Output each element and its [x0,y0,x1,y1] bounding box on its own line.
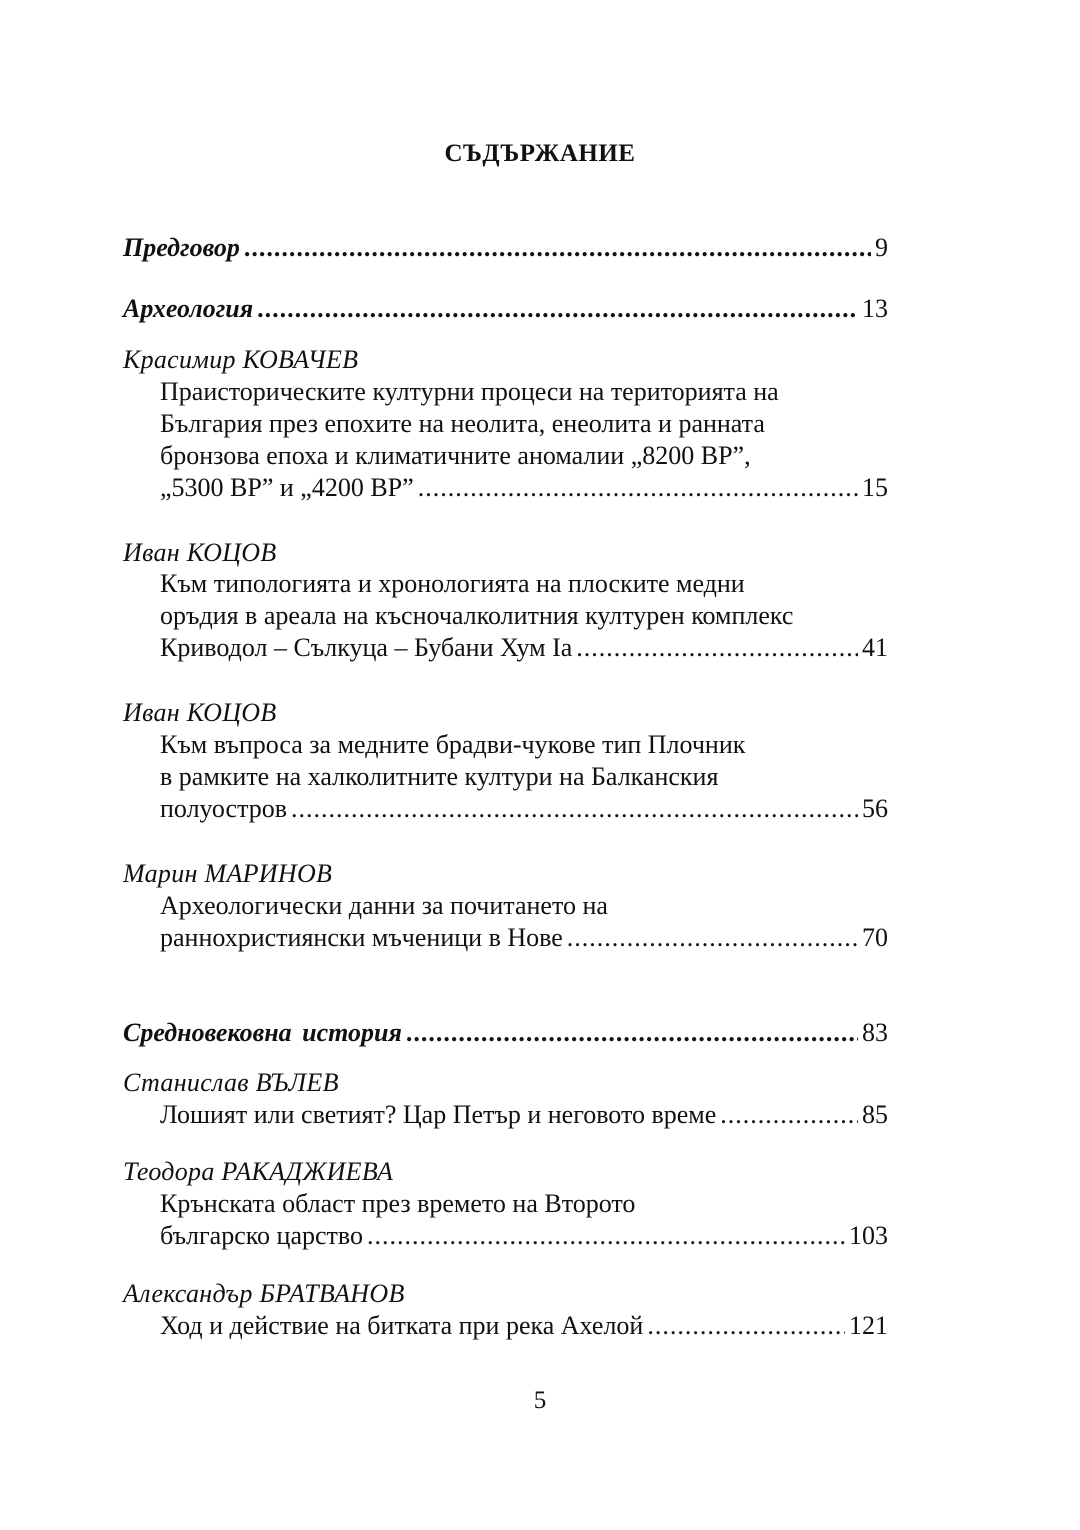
entry-page: 15 [862,473,888,502]
leader-dots [406,1017,858,1049]
entry-title-line: Крънската област през времето на Второто [160,1189,636,1218]
entry-title-line: в рамките на халколитните култури на Балканския [160,762,719,791]
entry-page: 85 [862,1100,888,1129]
leader-dots [244,232,871,264]
entry-author: Марин МАРИНОВ [123,859,333,888]
toc-entry-link[interactable] [160,1099,888,1131]
entry-title-line: Към въпроса за медните брадви-чукове тип Плочник [160,730,746,759]
entry-title-last-line: „5300 BP” и „4200 BP” [160,473,414,502]
entry-title-line: Праисторическите културни процеси на територията на [160,377,779,406]
toc-entry-link[interactable] [160,1310,888,1342]
toc-entry-link[interactable] [160,1220,888,1252]
entry-page: 121 [849,1311,888,1340]
entry-author: Красимир КОВАЧЕВ [123,345,359,374]
page-title: СЪДЪРЖАНИЕ [444,140,636,167]
entry-title-last-line: Лошият или светият? Цар Петър и неговото време [160,1100,717,1129]
entry-author: Иван КОЦОВ [123,698,277,727]
toc-section-medieval-history[interactable] [123,1017,888,1049]
leader-dots [567,922,858,954]
leader-dots [257,293,858,325]
entry-title-line: България през епохите на неолита, енеолита и ранната [160,409,765,438]
leader-dots [647,1310,845,1342]
leader-dots [720,1099,858,1131]
section-page: 9 [875,233,888,262]
section-page: 13 [862,294,888,323]
leader-dots [576,632,858,664]
entry-author: Иван КОЦОВ [123,538,277,567]
toc-entry-link[interactable] [160,632,888,664]
toc-entry-link[interactable] [160,472,888,504]
entry-title-last-line: полуостров [160,794,288,823]
section-label: Предговор [123,233,240,262]
entry-page: 103 [849,1221,888,1250]
entry-title-line: бронзова епоха и климатичните аномалии „8200 BP”, [160,441,751,470]
section-page: 83 [862,1018,888,1047]
leader-dots [367,1220,845,1252]
entry-author: Александър БРАТВАНОВ [123,1279,405,1308]
toc-section-archaeology[interactable] [123,293,888,325]
page-number: 5 [533,1387,547,1414]
entry-title-line: оръдия в ареала на късночалколитния културен комплекс [160,601,794,630]
leader-dots [418,472,858,504]
entry-author: Станислав ВЪЛЕВ [123,1068,339,1097]
section-label: Археология [123,294,254,323]
entry-title-last-line: българско царство [160,1221,364,1250]
toc-entry-link[interactable] [160,922,888,954]
entry-page: 41 [862,633,888,662]
entry-author: Теодора РАКАДЖИЕВА [123,1157,394,1186]
entry-title-last-line: Криводол – Сълкуца – Бубани Хум Ia [160,633,573,662]
toc-section-preface[interactable] [123,232,888,264]
toc-entry-link[interactable] [160,793,888,825]
entry-page: 70 [862,923,888,952]
entry-title-last-line: Ход и действие на битката при река Ахелой [160,1311,644,1340]
entry-title-line: Към типологията и хронологията на плоските медни [160,569,745,598]
entry-title-last-line: раннохристиянски мъченици в Нове [160,923,563,952]
section-label: Средновековна история [123,1018,402,1047]
entry-title-line: Археологически данни за почитането на [160,891,608,920]
entry-page: 56 [862,794,888,823]
leader-dots [291,793,858,825]
